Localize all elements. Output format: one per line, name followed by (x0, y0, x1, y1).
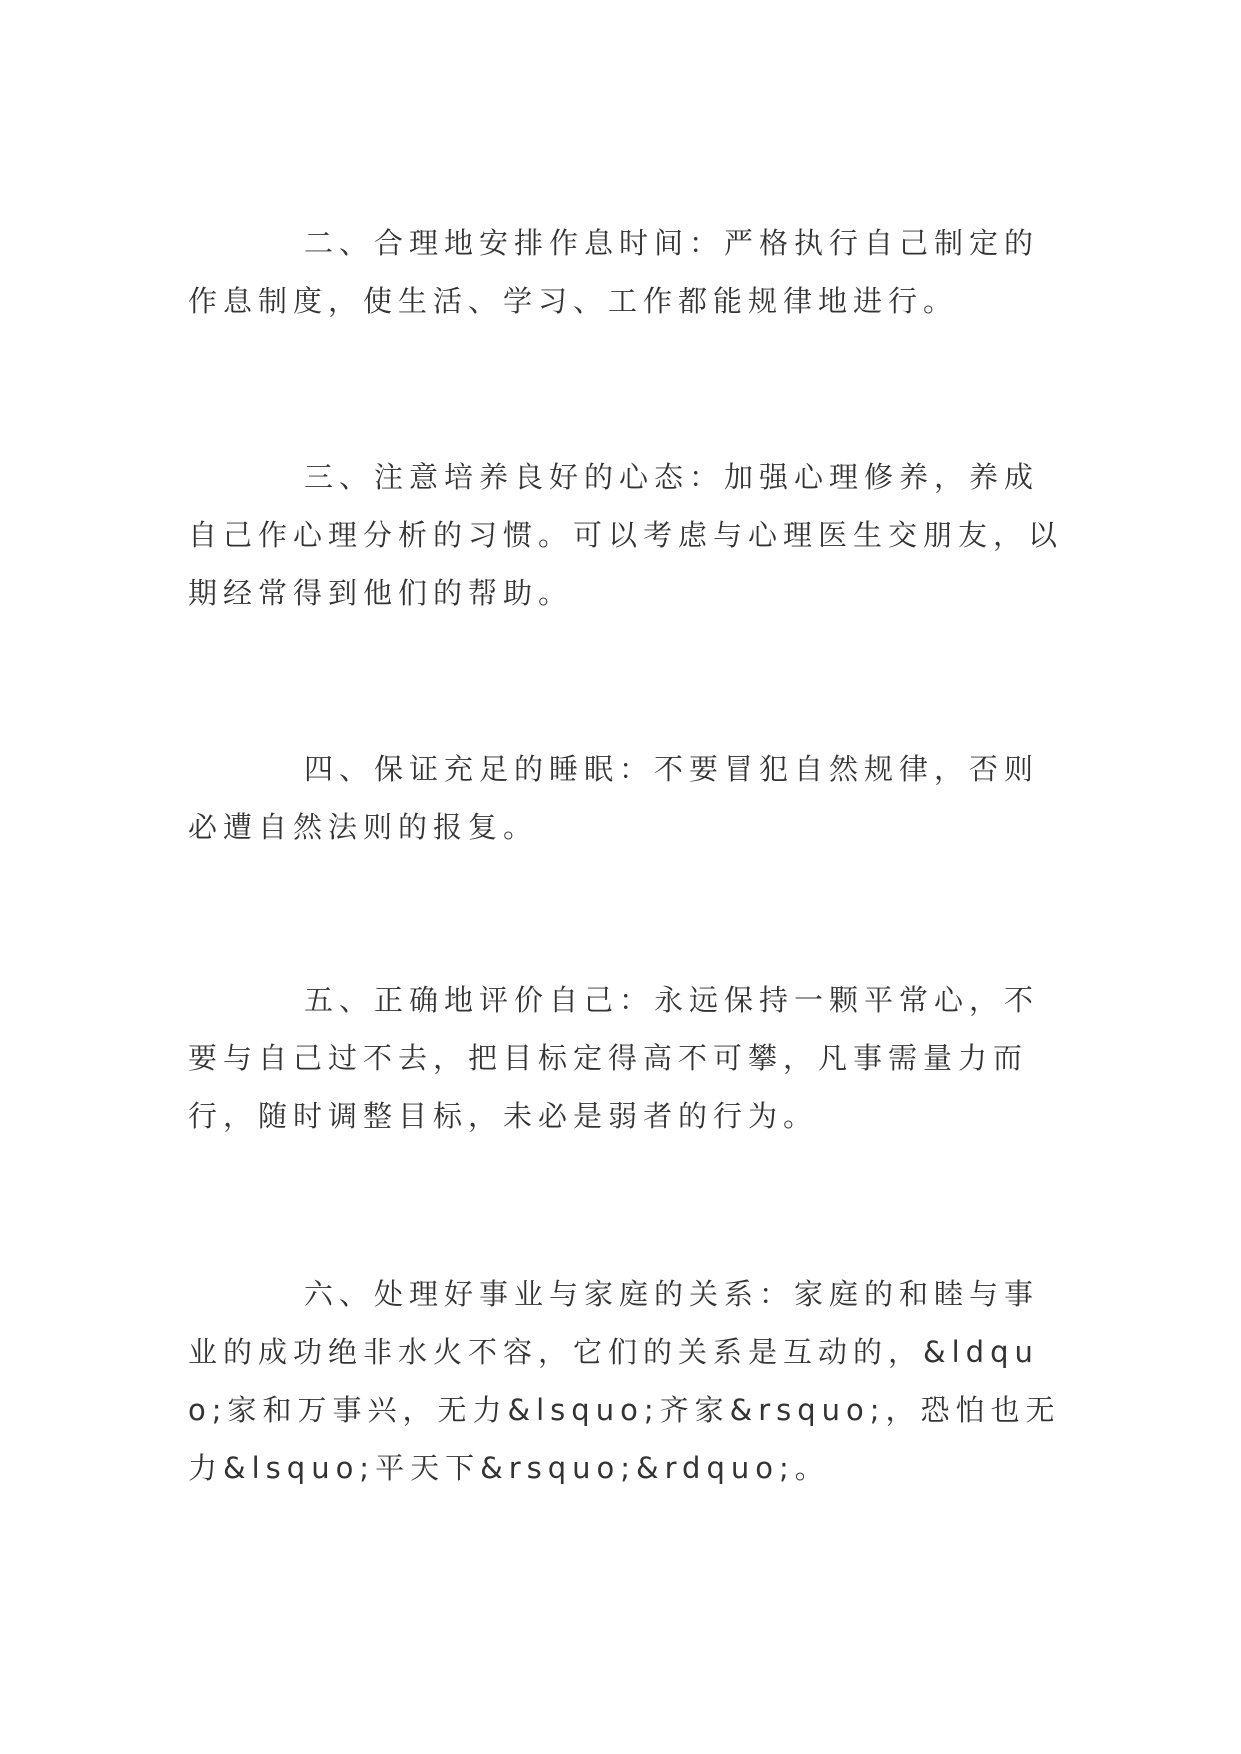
paragraph-2: 二、合理地安排作息时间：严格执行自己制定的作息制度，使生活、学习、工作都能规律地进行。 (188, 226, 1040, 318)
paragraph-5: 五、正确地评价自己：永远保持一颗平常心，不要与自己过不去，把目标定得高不可攀，凡事需量力而行，随时调整目标，未必是弱者的行为。 (188, 983, 1040, 1133)
paragraph-4: 四、保证充足的睡眠：不要冒犯自然规律，否则必遭自然法则的报复。 (188, 752, 1040, 844)
paragraph-3: 三、注意培养良好的心态：加强心理修养，养成自己作心理分析的习惯。可以考虑与心理医生交朋友，以期经常得到他们的帮助。 (188, 460, 1064, 610)
paragraph-6: 六、处理好事业与家庭的关系：家庭的和睦与事业的成功绝非水火不容，它们的关系是互动的，&ldquo;家和万事兴，无力&lsquo;齐家&rsquo;，恐怕也无力&lsquo;平天下&rsquo;&rdquo;。 (188, 1277, 1061, 1485)
